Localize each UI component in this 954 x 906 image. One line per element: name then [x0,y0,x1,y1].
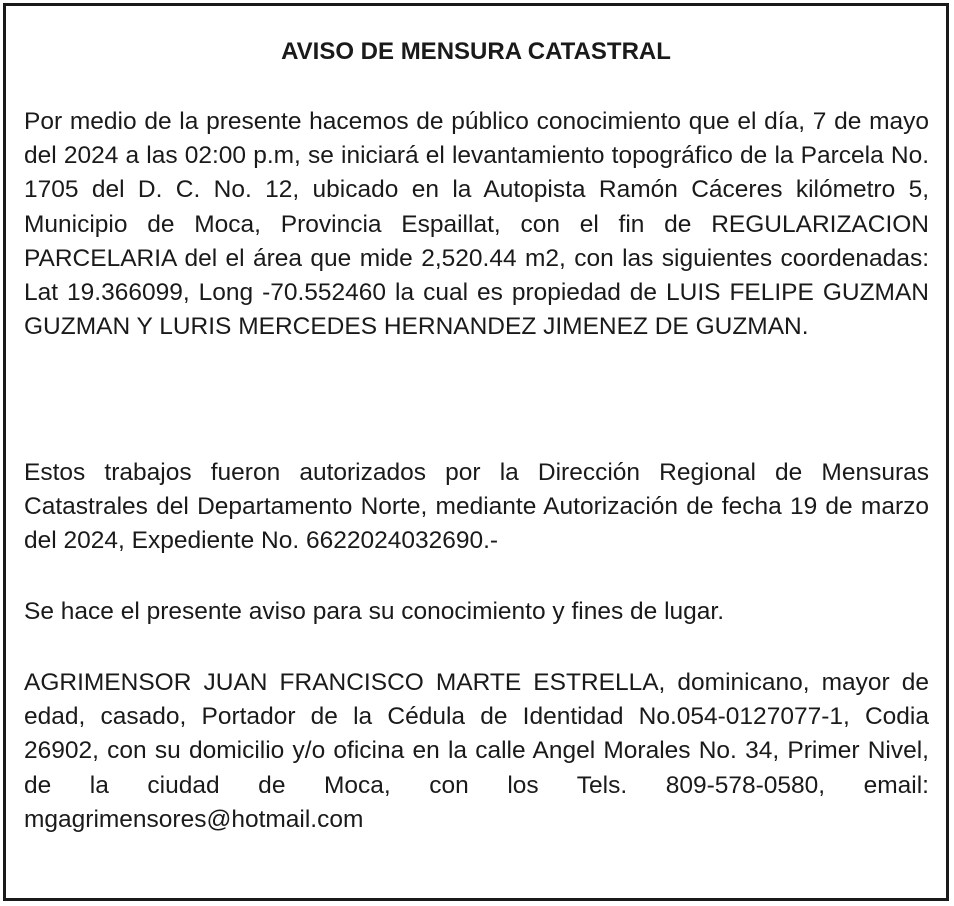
notice-title: AVISO DE MENSURA CATASTRAL [281,38,671,65]
paragraph-authorization: Estos trabajos fueron autorizados por la Dirección Regional de Mensuras Catastrales del Departamento Norte, mediante Autorización de fecha 19 de marzo del 2024, Expediente No. 6622024032690.- [24,459,929,555]
paragraph-purpose: Se hace el presente aviso para su conocimiento y fines de lugar. [24,598,725,625]
notice-box [3,3,949,901]
paragraph-survey-announcement: Por medio de la presente hacemos de público conocimiento que el día, 7 de mayo del 2024 a las 02:00 p.m, se iniciará el levantamiento topográfico de la Parcela No. 1705 del D. C. No. 12, ubicado en la Autopista Ramón Cáceres kilómetro 5, Municipio de Moca, Provincia Espaillat, con el fin de REGULARIZACION PARCELARIA del el área que mide 2,520.44 m2, con las siguientes coordenadas: Lat 19.366099, Long -70.552460 la cual es propiedad de LUIS FELIPE GUZMAN GUZMAN Y LURIS MERCEDES HERNANDEZ JIMENEZ DE GUZMAN. [24,108,929,341]
paragraph-surveyor-info: AGRIMENSOR JUAN FRANCISCO MARTE ESTRELLA, dominicano, mayor de edad, casado, Portador de la Cédula de Identidad No.054-0127077-1, Codia 26902, con su domicilio y/o oficina en la calle Angel Morales No. 34, Primer Nivel, de la ciudad de Moca, con los Tels. 809-578-0580, email: mgagrimensores@hotmail.com [24,669,929,833]
